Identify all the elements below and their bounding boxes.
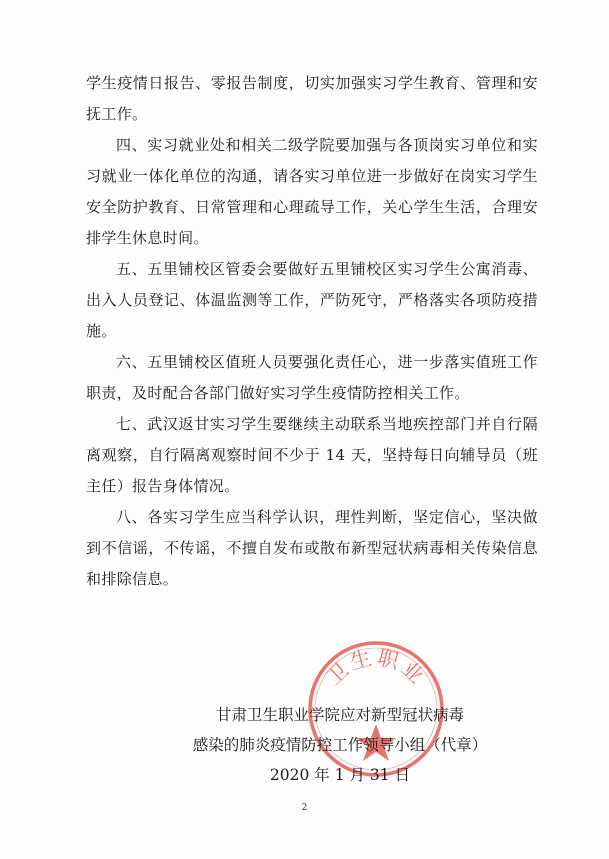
signature-block [150, 700, 530, 790]
document-body [86, 68, 538, 595]
issuing-organization-line-1: 甘肃卫生职业学院应对新型冠状病毒 [215, 706, 464, 724]
issue-date: 2020 年 1 月 31 日 [269, 766, 411, 784]
paragraph-item-4: 四、实习就业处和相关二级学院要加强与各顶岗实习单位和实习就业一体化单位的沟通，请各实习单位进一步做好在岗实习学生安全防护教育、日常管理和心理疏导工作，关心学生生活，合理安排学生休息时间。 [86, 136, 538, 247]
paragraph-continuation: 学生疫情日报告、零报告制度，切实加强实习学生教育、管理和安抚工作。 [86, 74, 538, 123]
paragraph-item-6: 六、五里铺校区值班人员要强化责任心，进一步落实值班工作职责，及时配合各部门做好实习学生疫情防控相关工作。 [86, 353, 538, 402]
paragraph-item-5: 五、五里铺校区管委会要做好五里铺校区实习学生公寓消毒、出入人员登记、体温监测等工作，严防死守，严格落实各项防疫措施。 [86, 260, 538, 340]
issuing-organization-line-2: 感染的肺炎疫情防控工作领导小组（代章） [192, 736, 488, 754]
seal-text: 卫生职业 [321, 645, 431, 691]
page-number: 2 [301, 803, 308, 813]
paragraph-item-7: 七、武汉返甘实习学生要继续主动联系当地疾控部门并自行隔离观察，自行隔离观察时间不少于 14 天，坚持每日向辅导员（班主任）报告身体情况。 [86, 415, 538, 495]
paragraph-item-8: 八、各实习学生应当科学认识，理性判断，坚定信心，坚决做到不信谣，不传谣，不擅自发布或散布新型冠状病毒相关传染信息和排除信息。 [86, 508, 538, 588]
